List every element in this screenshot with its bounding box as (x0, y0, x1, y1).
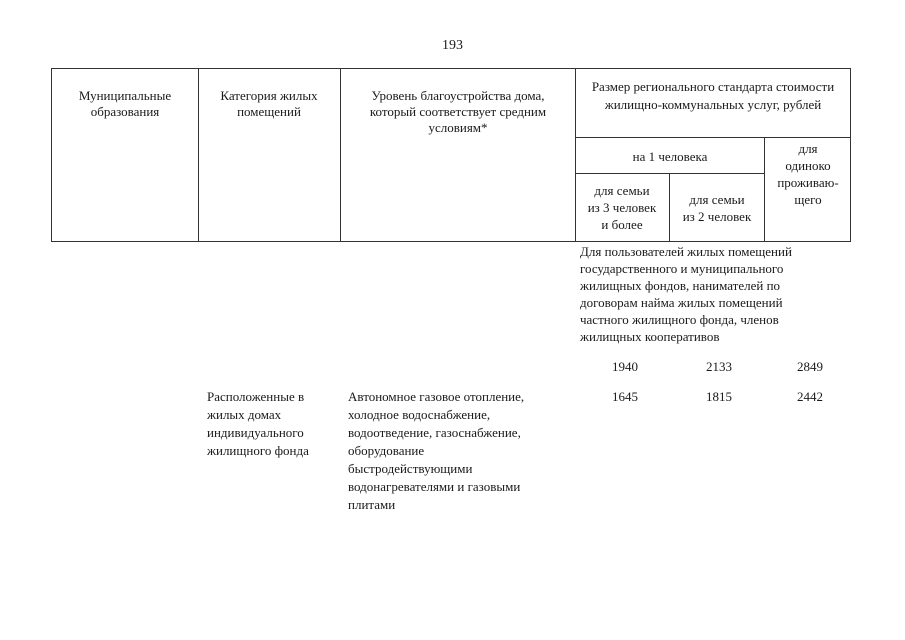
row2-category-line2: жилых домах (207, 407, 282, 422)
row2-family3-value: 1645 (612, 389, 638, 404)
header-family-2 (670, 191, 764, 225)
row2-category (207, 388, 309, 460)
section-heading (580, 243, 792, 345)
header-family-3 (575, 182, 669, 233)
row2-level-line2: холодное водоснабжение, (348, 407, 491, 422)
col-divider-2 (340, 68, 341, 242)
section-heading-line5: частного жилищного фонда, членов (580, 312, 779, 327)
row2-level-line7: плитами (348, 497, 396, 512)
row2-level-line5: быстродействующими (348, 461, 473, 476)
header-single-line2: одиноко (785, 158, 831, 173)
header-family2-line1: для семьи (689, 192, 745, 207)
header-category: Категория жилых помещений (220, 88, 318, 119)
row1-single-value: 2849 (797, 359, 823, 374)
section-heading-line1: Для пользователей жилых помещений (580, 244, 792, 259)
header-single-line3: проживаю- (777, 175, 839, 190)
row2-category-line4: жилищного фонда (207, 443, 309, 458)
row2-single-value: 2442 (797, 389, 823, 404)
section-heading-line2: государственного и муниципального (580, 261, 784, 276)
section-heading-line6: жилищных кооперативов (580, 329, 720, 344)
row2-comfort-level (348, 388, 524, 514)
header-single-resident (765, 140, 851, 208)
row2-category-line3: индивидуального (207, 425, 304, 440)
row2-level-line3: водоотведение, газоснабжение, (348, 425, 521, 440)
subheader-line-1 (575, 137, 851, 138)
header-family3-line2: из 3 человек (587, 200, 657, 215)
row2-level-line6: водонагревателями и газовыми (348, 479, 521, 494)
row1-family3-value: 1940 (612, 359, 638, 374)
section-heading-line4: договорам найма жилых помещений (580, 295, 783, 310)
table-border-bottom (51, 241, 851, 242)
header-family2-line2: из 2 человек (682, 209, 752, 224)
header-family3-line3: и более (601, 217, 643, 232)
header-per-person: на 1 человека (632, 149, 708, 164)
section-heading-line3: жилищных фондов, нанимателей по (580, 278, 781, 293)
table-border-top (51, 68, 851, 69)
header-family3-line1: для семьи (594, 183, 650, 198)
row1-family2-value: 2133 (706, 359, 732, 374)
table-border-left (51, 68, 52, 242)
row2-family2-value: 1815 (706, 389, 732, 404)
page-number: 193 (442, 38, 463, 53)
header-single-line4: щего (794, 192, 822, 207)
col-divider-1 (198, 68, 199, 242)
row2-category-line1: Расположенные в (207, 389, 305, 404)
header-municipalities: Муниципальные образования (78, 88, 172, 119)
header-comfort-level: Уровень благоустройства дома, который соответствует средним условиям* (369, 88, 547, 135)
row2-level-line1: Автономное газовое отопление, (348, 389, 525, 404)
header-table (51, 68, 851, 242)
row2-level-line4: оборудование (348, 443, 425, 458)
subheader-line-2 (575, 173, 765, 174)
header-standard-size: Размер регионального стандарта стоимости жилищно-коммунальных услуг, рублей (591, 79, 835, 112)
header-single-line1: для (798, 141, 818, 156)
